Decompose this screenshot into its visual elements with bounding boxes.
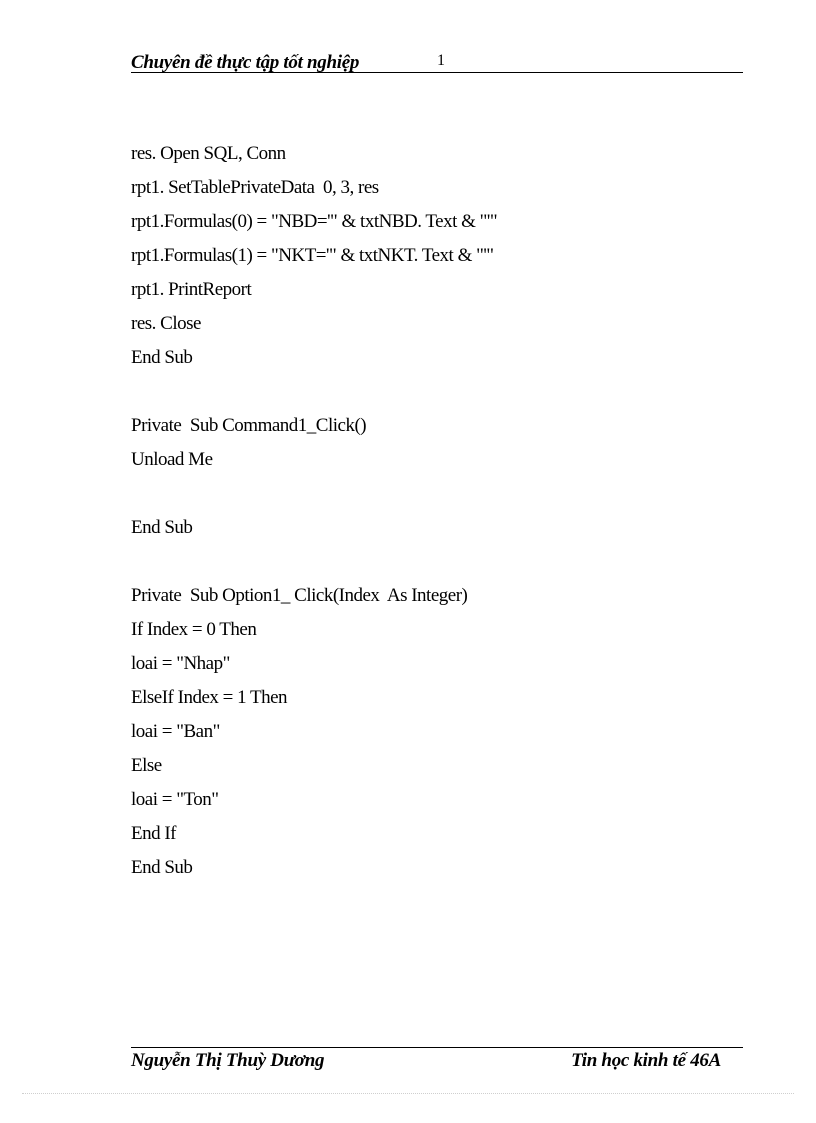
code-line: Private Sub Command1_Click(): [131, 415, 367, 436]
code-line: [131, 380, 497, 414]
footer-author: Nguyễn Thị Thuỳ Dương: [131, 1050, 325, 1071]
code-line: Else: [131, 755, 162, 776]
page-header: [131, 50, 743, 73]
page-footer: [131, 1047, 743, 1071]
code-line: End Sub: [131, 347, 193, 368]
code-line: rpt1.Formulas(1) = "NKT='" & txtNKT. Text & "'": [131, 245, 494, 266]
header-title: Chuyên đề thực tập tốt nghiệp: [131, 52, 360, 73]
page-number: 1: [437, 52, 445, 69]
code-line: rpt1. PrintReport: [131, 279, 252, 300]
code-line: ElseIf Index = 1 Then: [131, 687, 288, 708]
code-line: loai = "Nhap": [131, 653, 230, 674]
code-line: End Sub: [131, 517, 193, 538]
footer-class: Tin học kinh tế 46A: [571, 1050, 721, 1071]
code-listing: [131, 142, 497, 890]
code-line: End Sub: [131, 857, 193, 878]
code-line: loai = "Ton": [131, 789, 219, 810]
code-line: [131, 482, 497, 516]
code-line: Private Sub Option1_ Click(Index As Integer): [131, 585, 468, 606]
code-line: res. Close: [131, 313, 201, 334]
code-line: [131, 550, 497, 584]
code-line: rpt1.Formulas(0) = "NBD='" & txtNBD. Text & "'": [131, 211, 498, 232]
code-line: End If: [131, 823, 177, 844]
code-line: res. Open SQL, Conn: [131, 143, 286, 164]
code-line: loai = "Ban": [131, 721, 220, 742]
page-bottom-divider: [22, 1093, 794, 1094]
code-line: Unload Me: [131, 449, 213, 470]
code-line: rpt1. SetTablePrivateData 0, 3, res: [131, 177, 379, 198]
code-line: If Index = 0 Then: [131, 619, 257, 640]
